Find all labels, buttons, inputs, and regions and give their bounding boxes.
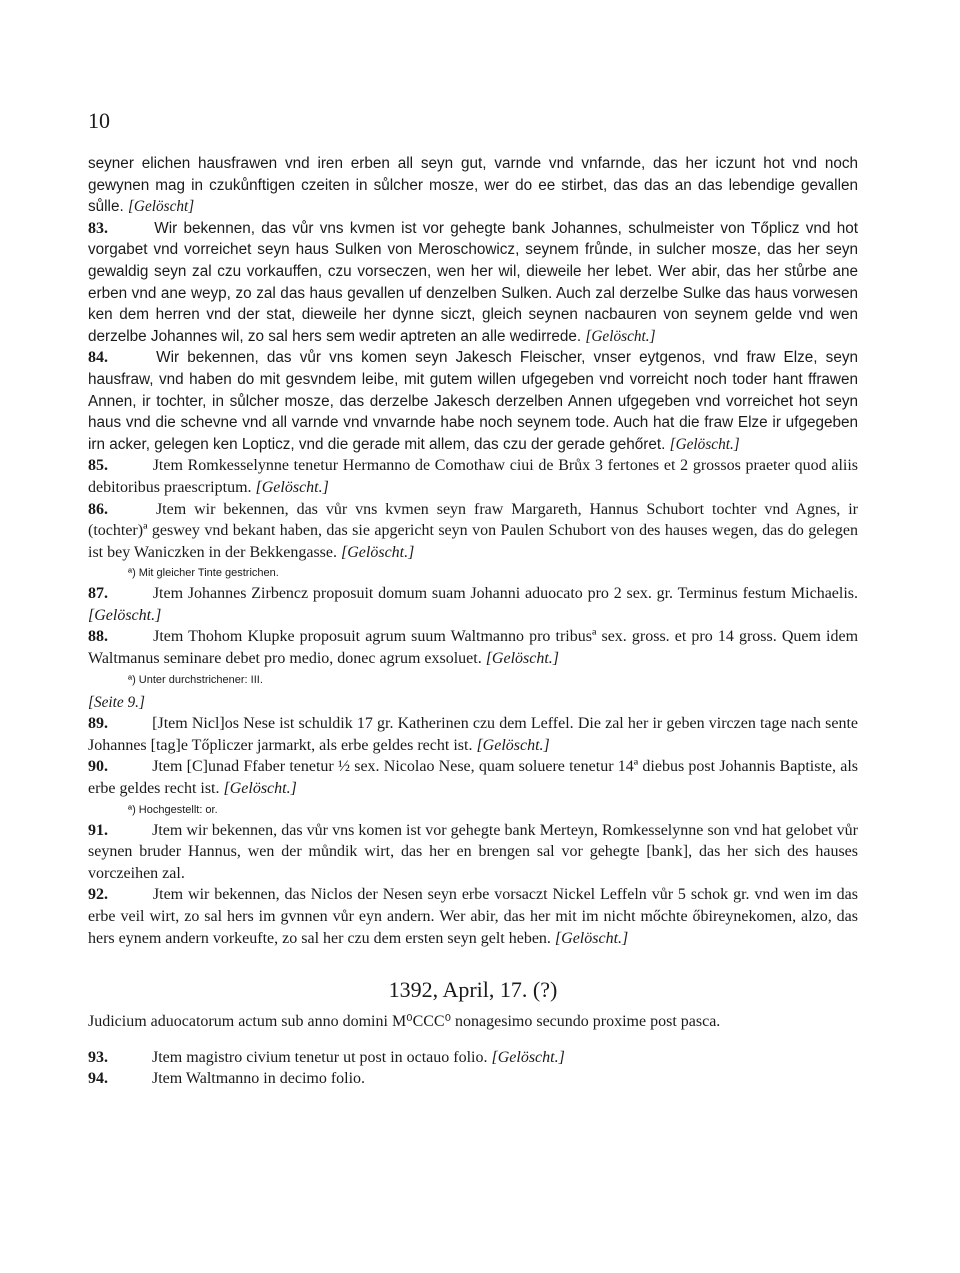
deleted-note: [Gelöscht.] xyxy=(223,780,297,798)
entry-number: 94. xyxy=(88,1070,108,1088)
page-reference: [Seite 9.] xyxy=(88,693,145,711)
deleted-note: [Gelöscht] xyxy=(127,198,195,216)
entry-number: 93. xyxy=(88,1048,108,1066)
entry xyxy=(88,884,858,949)
entry-number: 92. xyxy=(88,886,108,904)
opening-text: seyner elichen hausfrawen vnd iren erben all seyn gut, varnde vnd vnfarnde, das her iczunt hot vnd noch gewynen mag in czukůnftigen czeiten in sůlcher mosze, wer do ee stirbet, das das an das lebendige gevallen sůlle. xyxy=(88,155,858,216)
deleted-note: [Gelöscht.] xyxy=(554,929,629,947)
entry-number: 83. xyxy=(88,219,108,237)
entry xyxy=(88,1047,858,1069)
footnote: ª) Unter durchstrichener: III. xyxy=(128,673,263,686)
entry-text: Jtem Romkesselynne tenetur Hermanno de Comothaw ciui de Brůx 3 fertones et 2 grossos praeter quod aliis debitoribus praescriptum. xyxy=(88,457,859,496)
entry-text: Jtem Johannes Zirbencz proposuit domum suam Johanni aduocato pro 2 sex. gr. Terminus festum Michaelis. xyxy=(152,585,859,603)
entry-text: Jtem wir bekennen, das vůr vns komen ist vor gehegte bank Merteyn, Romkesselynne son vnd hat gelobet vůr seynen bruder Hannus, wen der můndik wirt, das her en brengen sal vor gehegte [bank], das her sich des hauses vorczeihen zal. xyxy=(88,821,859,882)
entry-text: Jtem Waltmanno in decimo folio. xyxy=(152,1070,366,1088)
entry xyxy=(88,583,858,626)
deleted-note: [Gelöscht.] xyxy=(485,650,560,668)
entry-number: 91. xyxy=(88,821,108,839)
entry xyxy=(88,1068,858,1090)
deleted-note: [Gelöscht.] xyxy=(585,327,656,345)
section-intro: Judicium aduocatorum actum sub anno domini M⁰CCC⁰ nonagesimo secundo proxime post pasca. xyxy=(88,1013,721,1031)
deleted-note: [Gelöscht.] xyxy=(476,736,550,754)
entry xyxy=(88,347,858,455)
document-body xyxy=(88,153,858,1090)
entry-text: Jtem magistro civium tenetur ut post in octauo folio. xyxy=(152,1048,488,1066)
section-heading: 1392, April, 17. (?) xyxy=(388,977,558,1003)
entry-text: Jtem [C]unad Ffaber tenetur ½ sex. Nicolao Nese, quam soluere tenetur 14ª diebus post Johannis Baptiste, als erbe geldes recht ist. xyxy=(88,758,859,798)
deleted-note: [Gelöscht.] xyxy=(341,543,415,561)
entry xyxy=(88,626,858,669)
entry-number: 86. xyxy=(88,500,108,518)
entry-number: 87. xyxy=(88,585,108,603)
entry-number: 89. xyxy=(88,715,108,733)
footnote: ª) Mit gleicher Tinte gestrichen. xyxy=(128,567,279,580)
opening-paragraph xyxy=(88,153,858,218)
entry xyxy=(88,820,858,885)
entry-number: 85. xyxy=(88,457,108,475)
entry-number: 90. xyxy=(88,758,108,776)
entry xyxy=(88,756,858,799)
page-number: 10 xyxy=(88,108,110,133)
entry-text: Wir bekennen, das vůr vns komen seyn Jakesch Fleischer, vnser eytgenos, vnd fraw Elze, seyn hausfraw, vnd haben do mit gesvndem leibe, mit gutem willen ufgegeben vnd vorreicht noch toder hant ffrawen Annen, ir tochter, in sůlcher mosze, das derzelbe Jakesch derzelben Annen ufgegeben vnd vorreichet hot seyn haus vnd die schevne vnd all varnde vnd vnvarnde habe noch seynem tode. Auch hat die fraw Elze ir ufgegeben irn acker, gelegen ken Lopticz, vnd die gerade mit allem, das czu der gerade gehőret. xyxy=(88,349,858,453)
deleted-note: [Gelöscht.] xyxy=(669,435,740,453)
entry-number: 88. xyxy=(88,628,108,646)
entry-text: Jtem wir bekennen, das vůr vns kvmen seyn fraw Margareth, Hannus Schubort tochter vnd Agnes, ir (tochter)ª geswey vnd bekant haben, das sie apgericht seyn von Paulen Schubort von des hauses wegen, das do gelegen ist bey Waniczken in der Bekkengasse. xyxy=(88,500,858,561)
entry-text: Jtem wir bekennen, das Niclos der Nesen seyn erbe vorsaczt Nickel Leffeln vůr 5 schok gr. vnd wen im das erbe veil wirt, zo sal hers im gvnnen vůr eyn andern. Wer abir, das her mit im nicht mőchte őbireynekomen, alzo, das hers eynem andern vorkeufte, zo sal her czu dem ersten seyn gelt heben. xyxy=(88,886,858,947)
deleted-note: [Gelöscht.] xyxy=(88,606,162,624)
deleted-note: [Gelöscht.] xyxy=(255,478,329,496)
deleted-note: [Gelöscht.] xyxy=(491,1048,565,1066)
entry-text: [Jtem Nicl]os Nese ist schuldik 17 gr. Katherinen czu dem Leffel. Die zal her ir geben virczen tage nach sente Johannes [tag]e Tőpliczer jarmarkt, als erbe geldes recht ist. xyxy=(88,715,858,754)
entries-list xyxy=(88,218,858,949)
entry-text: Wir bekennen, das vůr vns kvmen ist vor gehegte bank Johannes, schulmeister von Tőplicz vnd hot vorgabet vnd vorreichet seyn haus Sulken von Meroschowicz, seynem frůnde, in sulcher mosze, das her seyn gewaldig seyn zal czu vorkauffen, czu vorseczen, wen her wil, dieweile her lebet. Wer abir, das her stůrbe ane erben vnd ane weyp, zo zal das haus gevallen uf denzelben Sulken. Auch zal derzelbe Sulke das haus vorwesen ken dem herren vnd der stat, dieweile her dynne siczt, gleich seynen nacbauren von seynem gelde vnd wen derzelbe Johannes wil, zo sal hers sem wedir aptreten an alle wedirrede. xyxy=(88,219,858,345)
entry xyxy=(88,499,858,564)
entry-number: 84. xyxy=(88,349,108,367)
footnote: ª) Hochgestellt: or. xyxy=(128,803,218,816)
entry xyxy=(88,218,858,348)
entry-text: Jtem Thohom Klupke proposuit agrum suum Waltmanno pro tribusª sex. gross. et pro 14 gross. Quem idem Waltmanus seminare debet pro medio, donec agrum exsoluet. xyxy=(88,628,859,668)
entry xyxy=(88,713,858,756)
entry xyxy=(88,455,858,498)
